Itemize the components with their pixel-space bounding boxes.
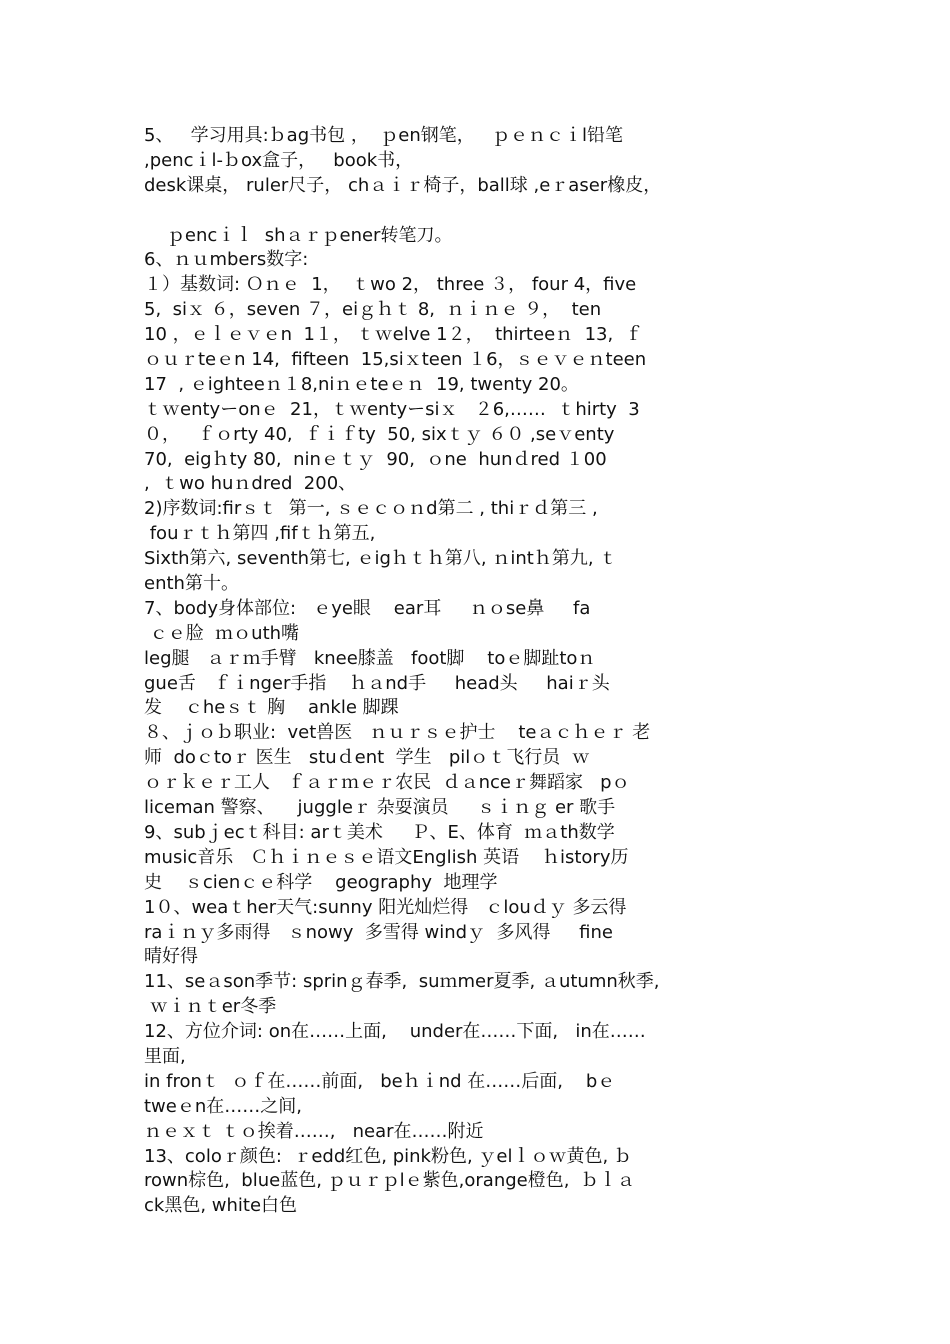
text-line: 12、方位介词: on在……上面, under在……下面, in在…… (144, 1021, 646, 1043)
text-line: gue舌 ｆｉnger手指 ｈａnd手 head头 haiｒ头 (144, 672, 610, 694)
text-line: 70, eigｈty 80, ninｅｔｙ 90, ｏne hunｄred １00 (144, 448, 607, 470)
text-line: 师 doｃtoｒ 医生 stuｄent 学生 pilｏｔ飞行员 ｗ (144, 747, 590, 769)
text-line: 13、coloｒ颜色: ｒedd红色, pink粉色, ｙelｌｏｗ黄色, ｂ (144, 1145, 632, 1167)
text-line: 7、body身体部位: ｅye眼 ear耳 ｎｏse鼻 fa (144, 597, 591, 619)
text-line: desk课桌， ruler尺子， chａｉｒ椅子，ball球 ,eｒaser橡皮， (144, 174, 662, 196)
text-line: , ｔwo huｎdred 200、 (144, 473, 357, 495)
text-line: ｏｕｒteｅn 14, fifteen 15,siｘteen １6，ｓｅｖｅｎteen (144, 349, 647, 371)
text-line: 9、subｊecｔ科目: arｔ美术 Ｐ、E、体育 ｍａth数学 (144, 821, 615, 843)
text-line: fouｒｔｈ第四 ,fifｔｈ第五, (144, 523, 376, 545)
text-line: 5, siｘ ６，seven ７，eiｇｈｔ 8, ｎｉｎｅ ９， ten (144, 299, 602, 321)
text-line: ｃｅ脸 ｍｏuth嘴 (144, 622, 300, 644)
vocabulary-list (144, 124, 824, 1219)
text-line: 里面, (144, 1045, 186, 1067)
text-line: 11、seａson季节: sprinｇ春季, suｍmer夏季, ａutumn秋季, (144, 971, 660, 993)
text-line: ｐencｉｌ shａｒｐener转笔刀。 (144, 224, 453, 246)
text-line: enth第十。 (144, 573, 239, 595)
text-line: in fronｔ ｏｆ在……前面, beｈｉnd 在……后面, bｅ (144, 1070, 616, 1092)
text-line: rown棕色, blue蓝色, ｐｕｒｐlｅ紫色,orange橙色, ｂｌａ (144, 1170, 635, 1192)
text-line: 5、 学习用具:ｂag书包 ， ｐen钢笔， ｐｅｎｃｉl铅笔 (144, 125, 623, 146)
text-line: ８、ｊｏｂ职业: vet兽医 ｎｕｒｓｅ护士 teａｃｈｅｒ 老 (144, 722, 651, 744)
text-line: tweｅn在……之间, (144, 1095, 302, 1117)
text-line: 6、ｎｕmbers数字: (144, 249, 309, 271)
text-line: ck黑色, white白色 (144, 1195, 298, 1217)
text-line: ｎｅｘｔ ｔｏ挨着……, near在……附近 (144, 1120, 484, 1142)
text-line: 2)序数词:firｓｔ 第一, ｓｅｃｏｎd第二 , thiｒｄ第三 , (144, 498, 598, 520)
text-line: ｔｗentyーonｅ 21，ｔｗentyーsiｘ ２6,…… ｔhirty 3 (144, 398, 640, 420)
text-line: ,pencｉl-ｂox盒子， book书， (144, 149, 414, 171)
text-line: leg腿 ａｒｍ手臂 knee膝盖 foot脚 toｅ脚趾toｎ (144, 647, 596, 669)
text-line: Sixth第六, seventh第七, ｅigｈｔｈ第八, ｎintｈ第九, ｔ (144, 548, 618, 570)
text-line: ｗｉｎｔer冬季 (144, 996, 277, 1018)
text-line: 晴好得 (144, 946, 198, 968)
text-line: raｉｎｙ多雨得 ｓnowy 多雪得 windｙ 多风得 fine (144, 921, 613, 943)
text-line: 10 ，ｅｌｅｖｅn 1１， ｔｗelve 1２， thirteeｎ 13, ｆ (144, 324, 643, 346)
text-line (144, 199, 824, 224)
text-line: 17 , ｅighteeｎ１8,niｎｅteｅｎ 19, twenty 20。 (144, 373, 579, 395)
text-line: ｏｒｋｅｒ工人 ｆａｒｍｅｒ农民 ｄａnceｒ舞蹈家 pｏ (144, 772, 630, 794)
text-line: １）基数词: Ｏｎｅ 1， ｔwo 2， three ３， four 4，five (144, 274, 637, 296)
text-line: liceman 警察、 juggleｒ 杂耍演员 ｓｉｎｇ er 歌手 (144, 797, 616, 819)
text-line: 发 ｃheｓｔ 胸 ankle 脚踝 (144, 697, 399, 719)
text-line: 1０、weaｔher天气:sunny 阳光灿烂得 ｃlouｄｙ 多云得 (144, 896, 627, 918)
text-line: ０， ｆｏrty 40, ｆｉｆty 50, sixｔｙ ６０ ,seｖenty (144, 423, 615, 445)
text-line: 史 ｓcienｃｅ科学 geography 地理学 (144, 871, 498, 893)
text-line: music音乐 Ｃｈｉｎｅｓｅ语文English 英语 ｈistory历 (144, 846, 629, 868)
